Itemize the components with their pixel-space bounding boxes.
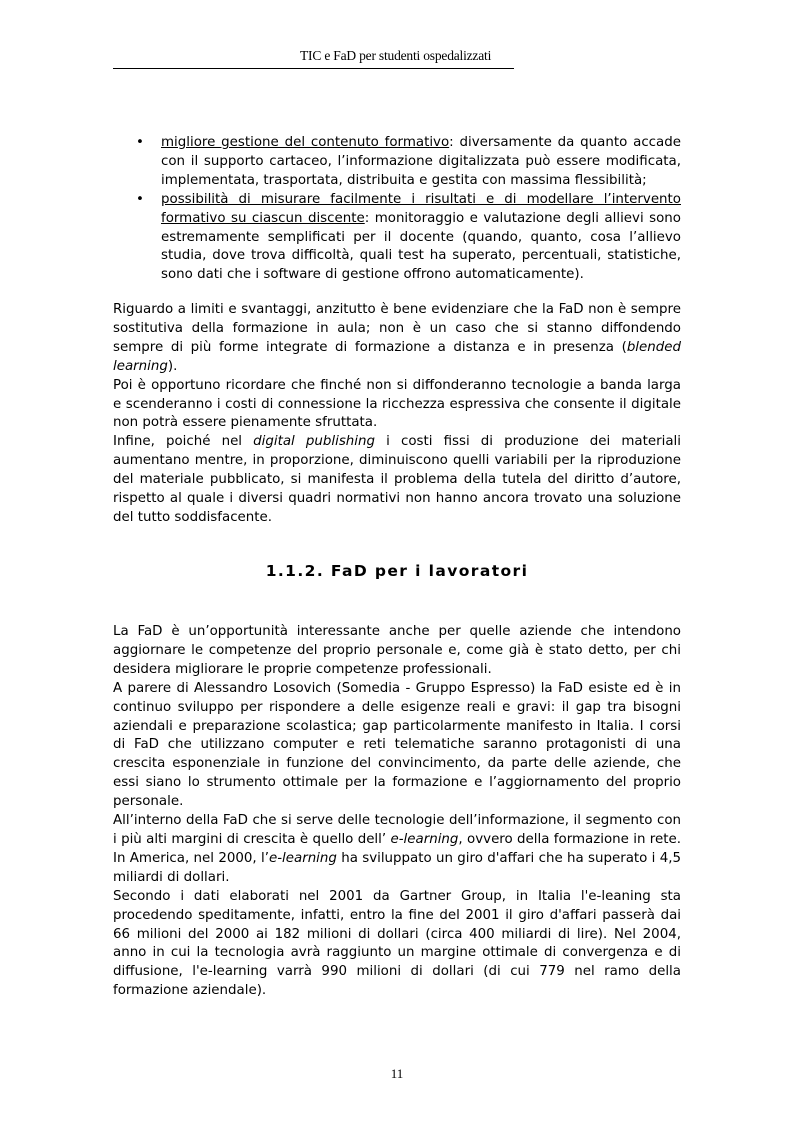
italic-term: digital publishing	[253, 434, 375, 450]
paragraph-elearning	[113, 812, 681, 888]
paragraph-text: Infine, poiché nel	[113, 434, 254, 450]
page-number: 11	[390, 1066, 404, 1081]
paragraph-broadband: Poi è opportuno ricordare che finché non si diffonderanno tecnologie a banda larga e scenderanno i costi di connessione la ricchezza espressiva che consente il digitale non potrà essere pienamente sfruttata.	[113, 377, 681, 431]
paragraph-text: All’interno della FaD che si serve delle tecnologie dell’informazione, il segmento con i più alti margini di crescita è quello dell’	[113, 813, 681, 847]
bullet-icon: •	[136, 135, 144, 150]
italic-term: e-learning	[390, 831, 459, 847]
bullet-term: possibilità di misurare facilmente i risultati e di modellare l’intervento formativo su ciascun discente	[161, 191, 681, 226]
paragraph-text: ).	[167, 358, 178, 374]
bullet-list	[136, 134, 681, 285]
italic-term: blended learning	[113, 339, 681, 374]
paragraph-gartner: Secondo i dati elaborati nel 2001 da Gartner Group, in Italia l'e-leaning sta procedendo speditamente, infatti, entro la fine del 2001 il giro d'affari passerà dai 66 milioni del 2000 ai 182 milioni di dollari (circa 400 miliardi di lire). Nel 2004, anno in cui la tecnologia avrà raggiunto un margine ottimale di convergenza e di diffusione, l'e-learning varrà 990 milioni di dollari (di cui 779 nel ramo della formazione aziendale).	[113, 888, 681, 999]
workers-section	[113, 623, 681, 1001]
paragraph-text: ha sviluppato un giro d'affari che ha superato i 4,5 miliardi di dollari.	[113, 850, 681, 885]
bullet-text: : monitoraggio e valutazione degli allievi sono estremamente semplificati per il docente (quando, quanto, cosa l’allievo studia, dove trova difficoltà, quali test ha superato, percentuali, statistiche, sono dati che i software di gestione offrono automaticamente).	[161, 210, 681, 283]
header-rule	[113, 68, 514, 69]
limits-section	[113, 301, 681, 528]
paragraph-losovich: A parere di Alessandro Losovich (Somedia - Gruppo Espresso) la FaD esiste ed è in continuo sviluppo per rispondere a delle esigenze reali e gravi: il gap tra bisogni aziendali e preparazione scolastica; gap particolarmente manifesto in Italia. I corsi di FaD che utilizzano computer e reti telematiche saranno protagonisti di una crescita esponenziale in funzione del convincimento, da parte delle aziende, che essi siano lo strumento ottimale per la formazione e l’aggiornamento del proprio personale.	[113, 680, 681, 810]
bullet-text: : diversamente da quanto accade con il supporto cartaceo, l’informazione digitalizzata può essere modificata, implementata, trasportata, distribuita e gestita con massima flessibilità;	[161, 135, 681, 188]
paragraph-text: , ovvero della formazione in rete. In America, nel 2000, l’	[113, 831, 681, 866]
paragraph-opportunity: La FaD è un’opportunità interessante anche per quelle aziende che intendono aggiornare le competenze del proprio personale e, come già è stato detto, per chi desidera migliorare le proprie competenze professionali.	[113, 624, 681, 677]
running-header-title: TIC e FaD per studenti ospedalizzati	[300, 48, 492, 63]
bullet-term: migliore gestione del contenuto formativo	[161, 135, 450, 150]
paragraph-publishing	[113, 433, 681, 528]
bullet-icon: •	[136, 191, 144, 207]
paragraph-text: i costi fissi di produzione dei materiali aumentano mentre, in proporzione, diminuiscono quelli variabili per la riproduzione del materiale pubblicato, si manifesta il problema della tutela del diritto d’autore, rispetto al quale i diversi quadri normativi non hanno ancora trovato una soluzione del tutto soddisfacente.	[113, 434, 681, 525]
italic-term: e-learning	[268, 850, 337, 866]
paragraph-text: Riguardo a limiti e svantaggi, anzitutto è bene evidenziare che la FaD non è sempre sostitutiva della formazione in aula; non è un caso che si stanno diffondendo sempre di più forme integrate di formazione a distanza e in presenza (	[113, 302, 681, 355]
paragraph-limits	[113, 301, 681, 377]
section-heading: 1.1.2. FaD per i lavoratori	[265, 562, 529, 580]
bullet-item-measurement	[136, 191, 681, 286]
bullet-item-content-management	[136, 134, 681, 191]
